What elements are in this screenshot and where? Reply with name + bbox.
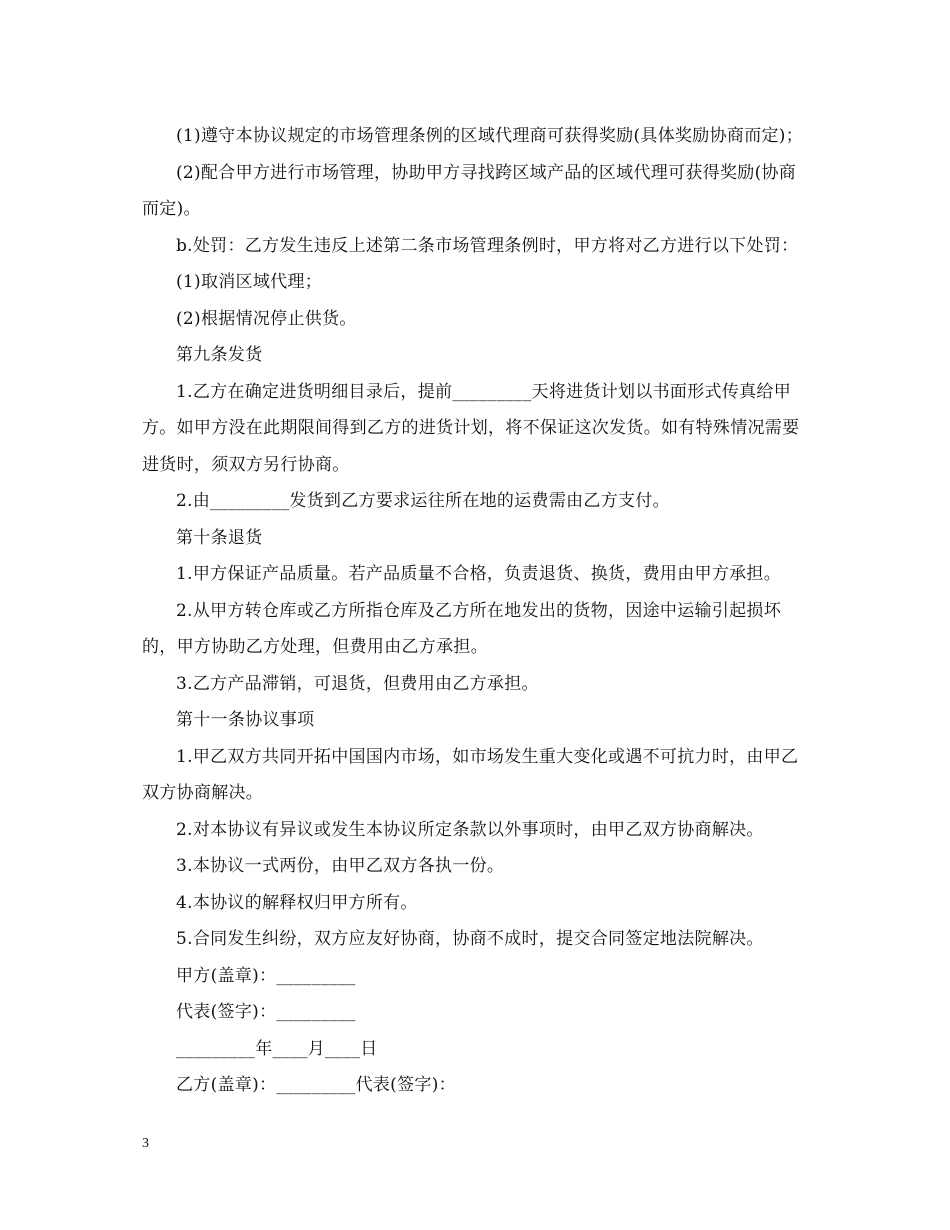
date-line: _________年____月____日 — [176, 1038, 378, 1059]
paragraph: 1.乙方在确定进货明细目录后，提前_________天将进货计划以书面形式传真给甲方。如甲方没在此期限间得到乙方的进货计划，将不保证这次发货。如有特殊情况需要进货时，须双方另行协商。 — [142, 381, 800, 475]
paragraph: (1)取消区域代理； — [176, 272, 323, 292]
paragraph: 1.甲方保证产品质量。若产品质量不合格，负责退货、换货，费用由甲方承担。 — [176, 564, 782, 584]
page-number: 3 — [142, 1136, 149, 1151]
paragraph: 3.乙方产品滞销，可退货，但费用由乙方承担。 — [176, 673, 539, 694]
section-heading: 第九条发货 — [176, 345, 263, 365]
paragraph: (2)配合甲方进行市场管理，协助甲方寻找跨区域产品的区域代理可获得奖励(协商而定)。 — [142, 162, 797, 219]
paragraph: (1)遵守本协议规定的市场管理条例的区域代理商可获得奖励(具体奖励协商而定)； — [176, 126, 804, 146]
paragraph: 2.对本协议有异议或发生本协议所定条款以外事项时，由甲乙双方协商解决。 — [176, 819, 764, 840]
paragraph: 4.本协议的解释权归甲方所有。 — [176, 892, 418, 913]
document-body — [142, 118, 812, 1104]
paragraph: 5.合同发生纠纷，双方应友好协商，协商不成时，提交合同签定地法院解决。 — [176, 929, 764, 949]
section-heading: 第十条退货 — [176, 527, 263, 548]
paragraph: (2)根据情况停止供货。 — [176, 308, 357, 329]
section-heading: 第十一条协议事项 — [176, 710, 315, 730]
paragraph: 3.本协议一式两份，由甲乙双方各执一份。 — [176, 856, 505, 876]
signature-line-party-b: 乙方(盖章)：_________代表(签字)： — [176, 1075, 456, 1095]
paragraph: 2.从甲方转仓库或乙方所指仓库及乙方所在地发出的货物，因途中运输引起损坏的，甲方协助乙方处理，但费用由乙方承担。 — [142, 600, 782, 657]
paragraph: 1.甲乙双方共同开拓中国国内市场，如市场发生重大变化或遇不可抗力时，由甲乙双方协商解决。 — [142, 746, 799, 803]
signature-line-representative: 代表(签字)：_________ — [176, 1002, 356, 1022]
signature-line-party-a: 甲方(盖章)：_________ — [176, 965, 356, 986]
paragraph: b.处罚：乙方发生违反上述第二条市场管理条例时，甲方将对乙方进行以下处罚： — [176, 235, 799, 256]
paragraph: 2.由_________发货到乙方要求运往所在地的运费需由乙方支付。 — [176, 491, 670, 511]
